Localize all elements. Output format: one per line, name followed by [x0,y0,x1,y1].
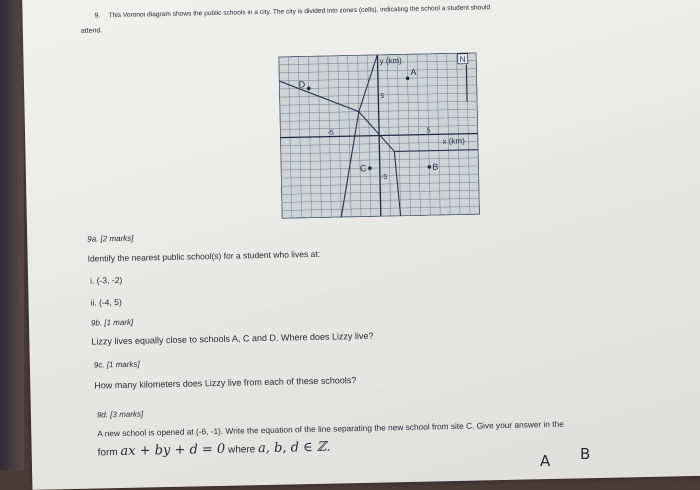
x-axis-label: x (km) [442,136,465,146]
question-number: 9. [94,12,101,20]
q9a-item-1: i. (-3, -2) [89,274,123,286]
q9d-form-prefix: form [97,447,118,459]
q9a-label: 9a. [2 marks] [87,233,134,244]
north-label: N [459,54,466,64]
y-axis-label: y (km) [379,56,402,66]
q9b-prompt: Lizzy lives equally close to schools A, C and D. Where does Lizzy live? [91,330,374,347]
intro-text: This Voronoi diagram shows the public schools in a city. The city is divided into zones (cells), indicating the school a student should [108,4,491,20]
handwritten-letter-b: B [580,445,591,463]
q9c-label: 9c. [1 marks] [93,359,140,370]
q9d-form-equation: ax + by + d = 0 [120,441,226,460]
q9c-prompt: How many kilometers does Lizzy live from each of these schools? [94,375,357,391]
q9d-answer-form [98,440,331,460]
q9d-form-variables: a, b, d ∈ ℤ. [257,439,331,457]
x-tick-neg-5: -5 [327,129,334,137]
q9d-form-where: where [227,444,256,456]
site-a-label: A [410,67,417,78]
handwritten-letter-a: A [540,452,551,470]
voronoi-diagram [278,52,479,218]
worksheet-page [22,0,700,490]
site-d-label: D [298,79,306,90]
site-c-label: C [359,163,367,174]
site-b-label: B [432,161,439,172]
voronoi-diagram-svg [278,52,479,218]
y-tick-5: 5 [380,92,385,101]
background-left-edge [0,0,24,470]
q9d-prompt: A new school is opened at (-6, -1). Write the equation of the line separating the new school from site C. Give your answer in the [97,418,564,439]
q9b-label: 9b. [1 mark] [90,317,134,328]
q9a-prompt: Identify the nearest public school(s) for a student who lives at: [87,248,321,264]
q9a-item-2: ii. (-4, 5) [90,296,122,308]
intro-text-continued: attend. [80,27,103,35]
x-tick-5: 5 [426,127,431,135]
y-tick-neg-5: -5 [380,173,388,182]
q9d-label: 9d. [3 marks] [96,409,144,420]
